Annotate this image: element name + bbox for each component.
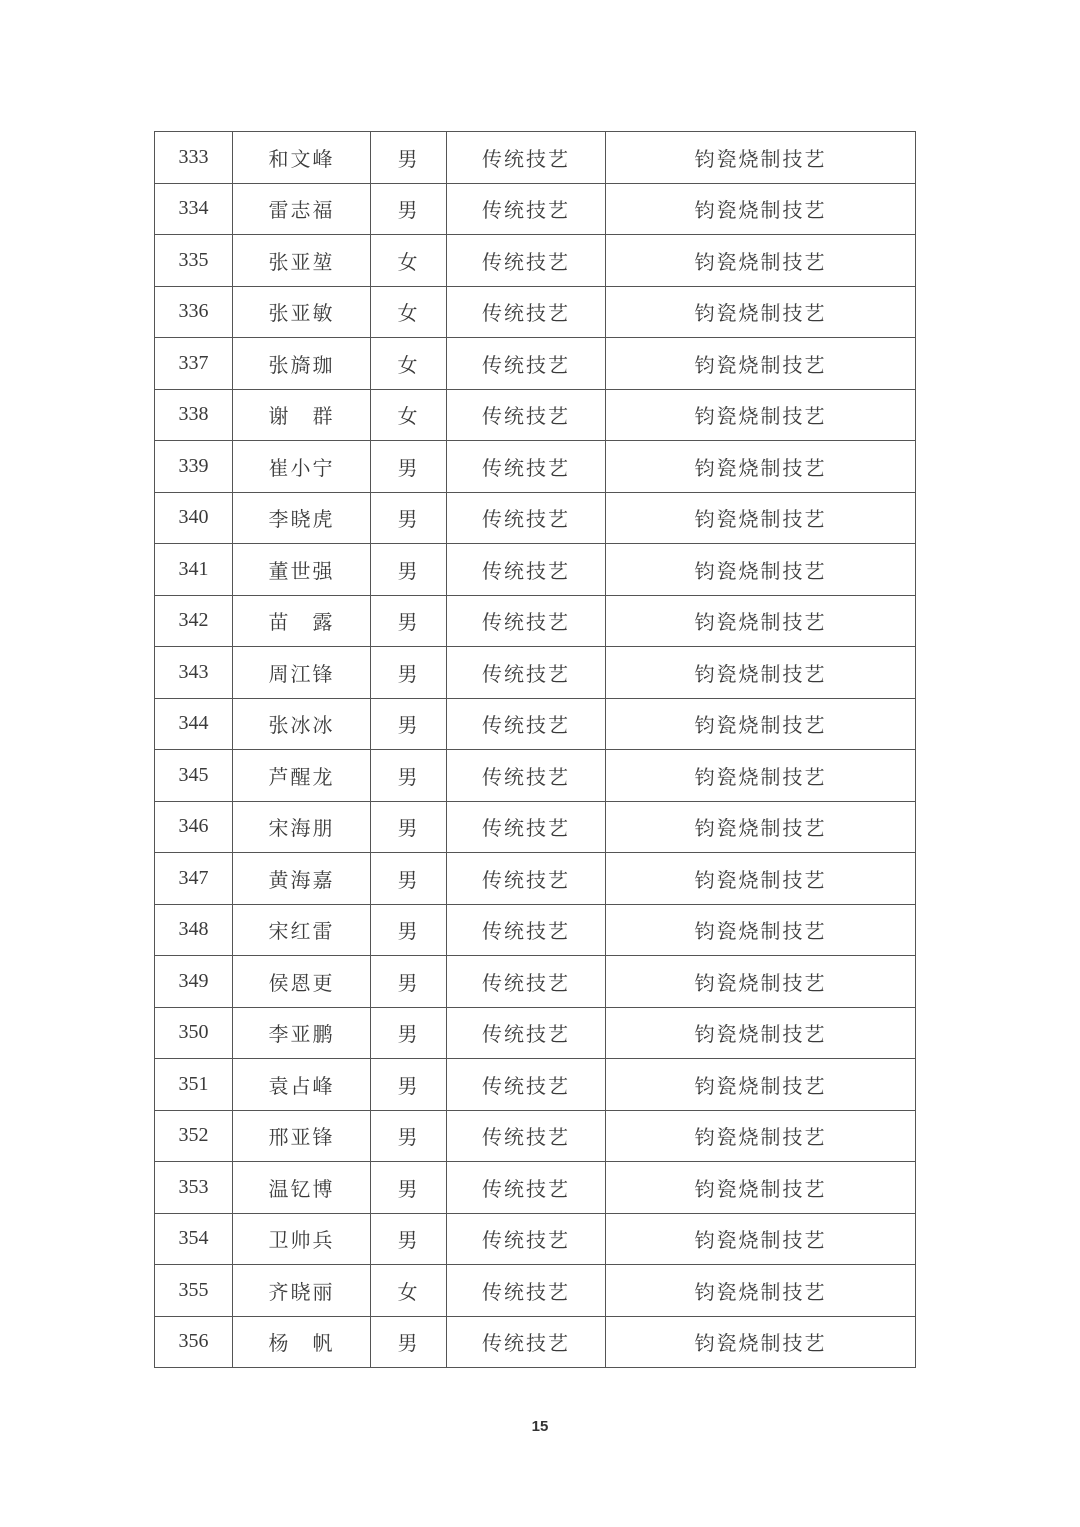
cell-category: 传统技艺 — [447, 1213, 606, 1265]
cell-gender: 男 — [371, 750, 447, 802]
cell-category: 传统技艺 — [447, 647, 606, 699]
cell-name: 卫帅兵 — [233, 1213, 371, 1265]
table-row — [155, 338, 916, 390]
cell-gender: 女 — [371, 389, 447, 441]
cell-gender: 女 — [371, 235, 447, 287]
table-row — [155, 544, 916, 596]
cell-project: 钧瓷烧制技艺 — [606, 1110, 916, 1162]
cell-number: 356 — [155, 1316, 233, 1368]
cell-project: 钧瓷烧制技艺 — [606, 544, 916, 596]
table-row — [155, 441, 916, 493]
table-row — [155, 698, 916, 750]
cell-category: 传统技艺 — [447, 1059, 606, 1111]
cell-name: 黄海嘉 — [233, 853, 371, 905]
cell-number: 333 — [155, 132, 233, 184]
table-row — [155, 389, 916, 441]
cell-gender: 男 — [371, 956, 447, 1008]
cell-gender: 男 — [371, 698, 447, 750]
cell-project: 钧瓷烧制技艺 — [606, 1162, 916, 1214]
cell-project: 钧瓷烧制技艺 — [606, 801, 916, 853]
table-row — [155, 1316, 916, 1368]
cell-name: 宋红雷 — [233, 904, 371, 956]
cell-gender: 男 — [371, 801, 447, 853]
cell-project: 钧瓷烧制技艺 — [606, 183, 916, 235]
cell-name: 侯恩更 — [233, 956, 371, 1008]
cell-category: 传统技艺 — [447, 1265, 606, 1317]
cell-name: 齐晓丽 — [233, 1265, 371, 1317]
cell-category: 传统技艺 — [447, 286, 606, 338]
cell-project: 钧瓷烧制技艺 — [606, 853, 916, 905]
cell-project: 钧瓷烧制技艺 — [606, 441, 916, 493]
cell-name: 董世强 — [233, 544, 371, 596]
cell-gender: 男 — [371, 441, 447, 493]
table-row — [155, 853, 916, 905]
roster-table — [154, 131, 916, 1368]
cell-project: 钧瓷烧制技艺 — [606, 235, 916, 287]
cell-name: 崔小宁 — [233, 441, 371, 493]
cell-project: 钧瓷烧制技艺 — [606, 647, 916, 699]
cell-name: 谢 群 — [233, 389, 371, 441]
cell-project: 钧瓷烧制技艺 — [606, 750, 916, 802]
cell-category: 传统技艺 — [447, 544, 606, 596]
cell-gender: 女 — [371, 338, 447, 390]
cell-name: 邢亚锋 — [233, 1110, 371, 1162]
cell-name: 李晓虎 — [233, 492, 371, 544]
cell-gender: 女 — [371, 286, 447, 338]
cell-number: 335 — [155, 235, 233, 287]
table-row — [155, 183, 916, 235]
cell-project: 钧瓷烧制技艺 — [606, 338, 916, 390]
table-row — [155, 1265, 916, 1317]
cell-name: 温钇博 — [233, 1162, 371, 1214]
cell-project: 钧瓷烧制技艺 — [606, 904, 916, 956]
cell-project: 钧瓷烧制技艺 — [606, 492, 916, 544]
cell-number: 334 — [155, 183, 233, 235]
table-row — [155, 286, 916, 338]
cell-gender: 男 — [371, 1007, 447, 1059]
cell-category: 传统技艺 — [447, 853, 606, 905]
table-row — [155, 1059, 916, 1111]
cell-gender: 男 — [371, 647, 447, 699]
cell-name: 杨 帆 — [233, 1316, 371, 1368]
cell-name: 苗 露 — [233, 595, 371, 647]
cell-gender: 男 — [371, 904, 447, 956]
cell-category: 传统技艺 — [447, 750, 606, 802]
cell-project: 钧瓷烧制技艺 — [606, 1059, 916, 1111]
cell-category: 传统技艺 — [447, 132, 606, 184]
cell-project: 钧瓷烧制技艺 — [606, 698, 916, 750]
cell-category: 传统技艺 — [447, 389, 606, 441]
cell-gender: 女 — [371, 1265, 447, 1317]
cell-gender: 男 — [371, 492, 447, 544]
cell-category: 传统技艺 — [447, 338, 606, 390]
cell-number: 348 — [155, 904, 233, 956]
cell-category: 传统技艺 — [447, 595, 606, 647]
cell-number: 350 — [155, 1007, 233, 1059]
table-row — [155, 1110, 916, 1162]
cell-number: 339 — [155, 441, 233, 493]
cell-category: 传统技艺 — [447, 698, 606, 750]
cell-name: 张亚敏 — [233, 286, 371, 338]
cell-project: 钧瓷烧制技艺 — [606, 132, 916, 184]
cell-number: 337 — [155, 338, 233, 390]
cell-category: 传统技艺 — [447, 956, 606, 1008]
cell-gender: 男 — [371, 595, 447, 647]
cell-name: 芦醒龙 — [233, 750, 371, 802]
cell-number: 336 — [155, 286, 233, 338]
table-row — [155, 132, 916, 184]
cell-name: 张旖珈 — [233, 338, 371, 390]
table-row — [155, 595, 916, 647]
cell-project: 钧瓷烧制技艺 — [606, 1213, 916, 1265]
table-row — [155, 1213, 916, 1265]
cell-category: 传统技艺 — [447, 1007, 606, 1059]
cell-gender: 男 — [371, 544, 447, 596]
cell-gender: 男 — [371, 1162, 447, 1214]
table-row — [155, 904, 916, 956]
cell-project: 钧瓷烧制技艺 — [606, 1265, 916, 1317]
cell-project: 钧瓷烧制技艺 — [606, 1007, 916, 1059]
cell-category: 传统技艺 — [447, 492, 606, 544]
roster-table-body — [155, 132, 916, 1368]
cell-name: 和文峰 — [233, 132, 371, 184]
cell-name: 雷志福 — [233, 183, 371, 235]
cell-category: 传统技艺 — [447, 235, 606, 287]
cell-gender: 男 — [371, 1316, 447, 1368]
cell-number: 342 — [155, 595, 233, 647]
table-row — [155, 492, 916, 544]
cell-category: 传统技艺 — [447, 1316, 606, 1368]
cell-category: 传统技艺 — [447, 1162, 606, 1214]
cell-gender: 男 — [371, 853, 447, 905]
cell-number: 347 — [155, 853, 233, 905]
cell-gender: 男 — [371, 1059, 447, 1111]
cell-number: 341 — [155, 544, 233, 596]
cell-name: 张冰冰 — [233, 698, 371, 750]
cell-number: 345 — [155, 750, 233, 802]
cell-project: 钧瓷烧制技艺 — [606, 956, 916, 1008]
table-row — [155, 1007, 916, 1059]
cell-category: 传统技艺 — [447, 441, 606, 493]
cell-project: 钧瓷烧制技艺 — [606, 595, 916, 647]
cell-number: 352 — [155, 1110, 233, 1162]
page-number: 15 — [531, 1418, 549, 1435]
cell-project: 钧瓷烧制技艺 — [606, 286, 916, 338]
cell-name: 张亚堃 — [233, 235, 371, 287]
cell-category: 传统技艺 — [447, 801, 606, 853]
cell-gender: 男 — [371, 132, 447, 184]
cell-name: 李亚鹏 — [233, 1007, 371, 1059]
cell-name: 周江锋 — [233, 647, 371, 699]
table-row — [155, 956, 916, 1008]
table-row — [155, 235, 916, 287]
cell-number: 343 — [155, 647, 233, 699]
cell-number: 351 — [155, 1059, 233, 1111]
table-row — [155, 647, 916, 699]
cell-name: 宋海朋 — [233, 801, 371, 853]
cell-number: 349 — [155, 956, 233, 1008]
cell-project: 钧瓷烧制技艺 — [606, 389, 916, 441]
cell-category: 传统技艺 — [447, 183, 606, 235]
cell-number: 344 — [155, 698, 233, 750]
cell-gender: 男 — [371, 1213, 447, 1265]
cell-gender: 男 — [371, 183, 447, 235]
cell-project: 钧瓷烧制技艺 — [606, 1316, 916, 1368]
table-row — [155, 1162, 916, 1214]
table-row — [155, 801, 916, 853]
cell-number: 355 — [155, 1265, 233, 1317]
cell-category: 传统技艺 — [447, 1110, 606, 1162]
cell-number: 338 — [155, 389, 233, 441]
cell-gender: 男 — [371, 1110, 447, 1162]
cell-number: 353 — [155, 1162, 233, 1214]
table-row — [155, 750, 916, 802]
cell-name: 袁占峰 — [233, 1059, 371, 1111]
cell-number: 340 — [155, 492, 233, 544]
cell-number: 354 — [155, 1213, 233, 1265]
cell-number: 346 — [155, 801, 233, 853]
cell-category: 传统技艺 — [447, 904, 606, 956]
